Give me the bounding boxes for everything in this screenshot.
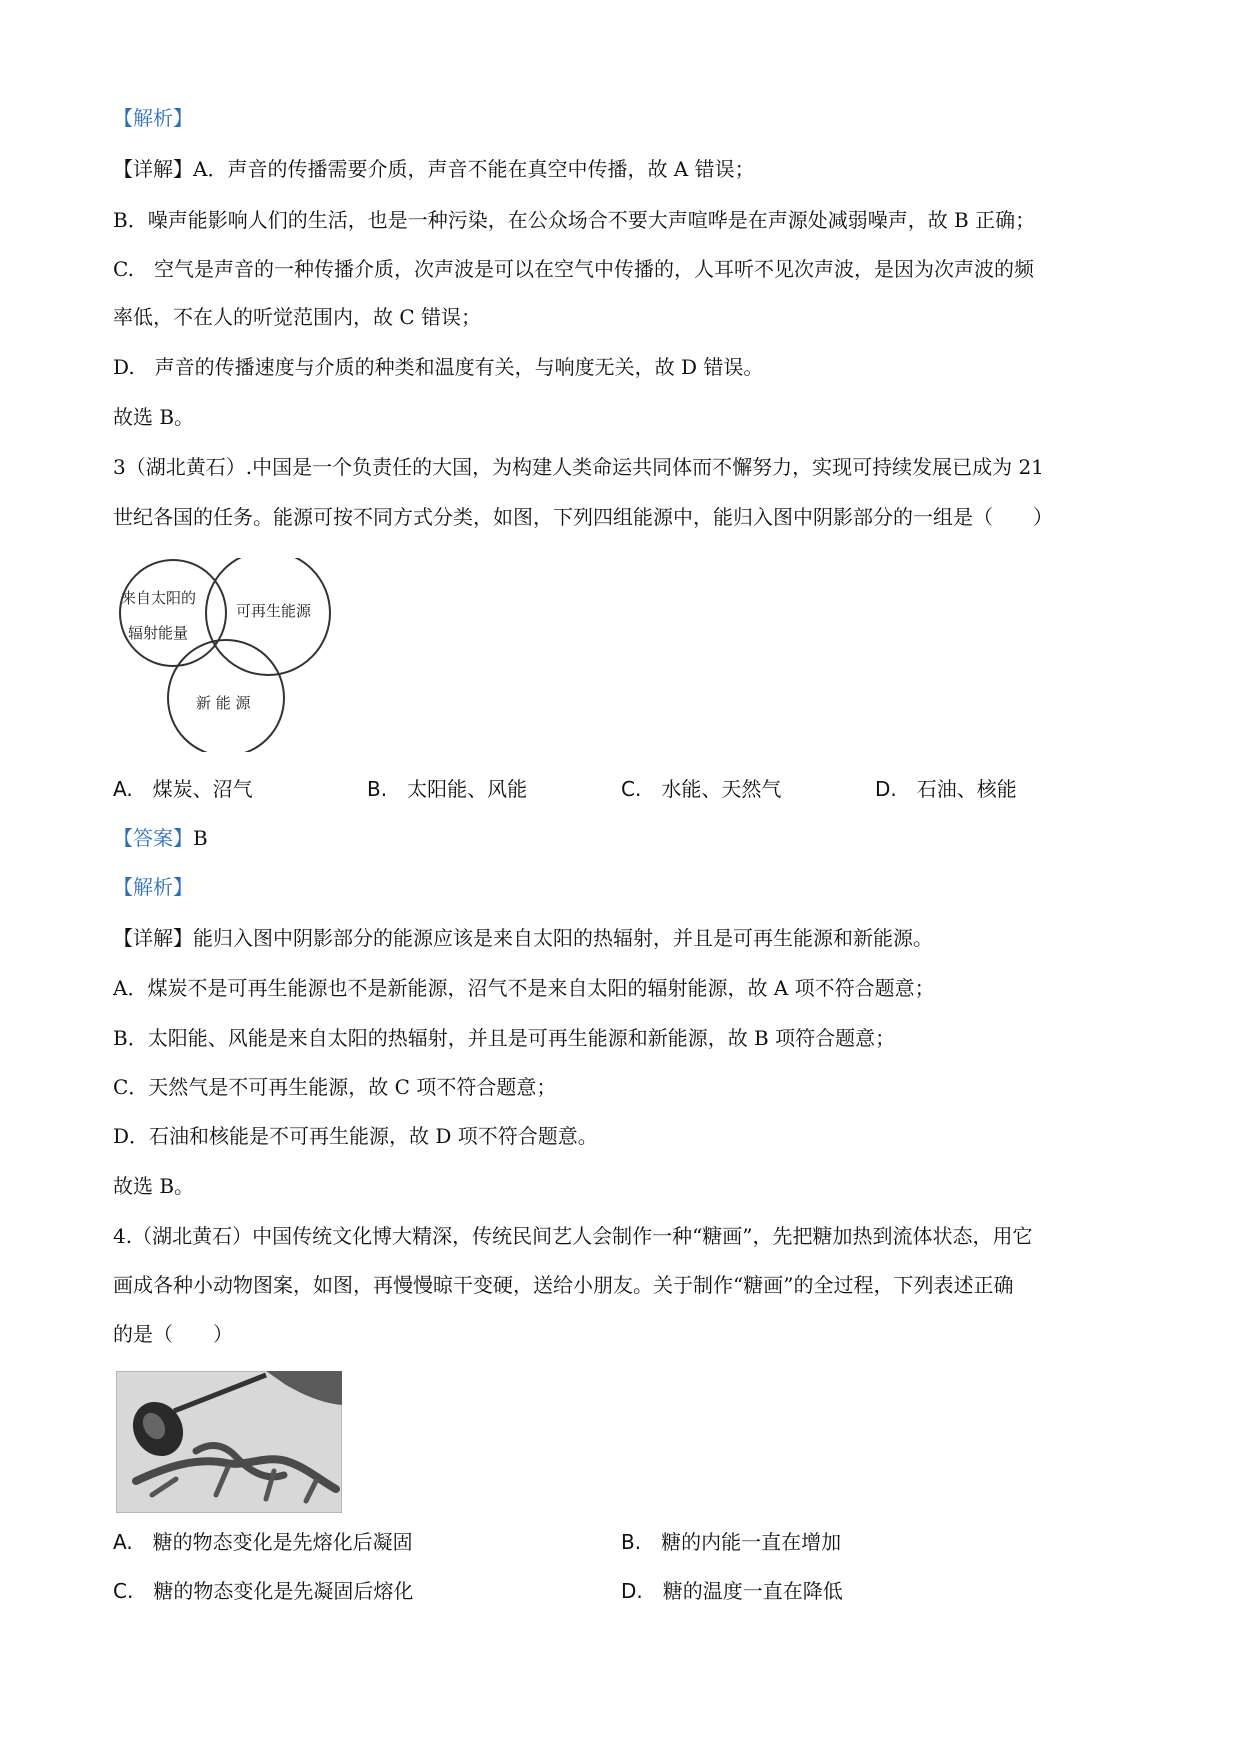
q2-line-c1: C. 空气是声音的一种传播介质，次声波是可以在空气中传播的，人耳听不见次声波，是因为次声波的频 <box>113 257 1034 281</box>
venn-diagram <box>118 558 338 752</box>
label-solar-line2: 辐射能量 <box>128 624 189 642</box>
q3-line-a: A．煤炭不是可再生能源也不是新能源，沼气不是来自太阳的辐射能源，故 A 项不符合题意； <box>113 976 935 1000</box>
q3-conclusion: 故选 B。 <box>113 1174 195 1198</box>
detail-text: A．声音的传播需要介质，声音不能在真空中传播，故 A 错误； <box>193 157 755 181</box>
q4-stem-line1: 4.（湖北黄石）中国传统文化博大精深，传统民间艺人会制作一种“糖画”，先把糖加热到流体状态，用它 <box>113 1224 1033 1248</box>
q4-option-c[interactable]: C. 糖的物态变化是先凝固后熔化 <box>113 1579 414 1603</box>
answer-value: B <box>193 826 208 850</box>
q4-option-d[interactable]: D. 糖的温度一直在降低 <box>621 1579 843 1603</box>
q3-line-d: D．石油和核能是不可再生能源，故 D 项不符合题意。 <box>113 1124 598 1148</box>
answer-tag: 【答案】 <box>113 826 193 850</box>
label-solar-line1: 来自太阳的 <box>121 589 197 607</box>
detail-tag: 【详解】 <box>113 926 193 950</box>
q2-detail-a <box>113 155 755 183</box>
q2-line-c2: 率低，不在人的听觉范围内，故 C 错误； <box>113 305 482 329</box>
q4-stem-line2: 画成各种小动物图案，如图，再慢慢晾干变硬，送给小朋友。关于制作“糖画”的全过程，下列表述正确 <box>113 1273 1014 1297</box>
circle-solar-radiation <box>120 560 226 666</box>
q3-stem-line2: 世纪各国的任务。能源可按不同方式分类，如图，下列四组能源中，能归入图中阴影部分的一组是（ ） <box>113 505 1053 529</box>
q4-option-a[interactable]: A. 糖的物态变化是先熔化后凝固 <box>113 1530 413 1554</box>
q2-conclusion: 故选 B。 <box>113 405 195 429</box>
q3-analysis-tag: 【解析】 <box>113 875 193 899</box>
q4-stem-line3: 的是（ ） <box>113 1322 233 1346</box>
q3-line-b: B．太阳能、风能是来自太阳的热辐射，并且是可再生能源和新能源，故 B 项符合题意； <box>113 1026 896 1050</box>
q3-option-b[interactable]: B. 太阳能、风能 <box>367 777 528 801</box>
q3-option-a[interactable]: A. 煤炭、沼气 <box>113 777 253 801</box>
q3-line-c: C．天然气是不可再生能源，故 C 项不符合题意； <box>113 1075 557 1099</box>
q3-option-d[interactable]: D. 石油、核能 <box>875 777 1017 801</box>
q2-line-b: B．噪声能影响人们的生活，也是一种污染，在公众场合不要大声喧哗是在声源处减弱噪声，故 B 正确； <box>113 208 1036 232</box>
label-renewable: 可再生能源 <box>236 602 312 620</box>
label-new-energy: 新 能 源 <box>196 694 251 712</box>
q3-option-c[interactable]: C. 水能、天然气 <box>621 777 782 801</box>
q2-analysis-tag: 【解析】 <box>113 106 193 130</box>
q2-line-d: D. 声音的传播速度与介质的种类和温度有关，与响度无关，故 D 错误。 <box>113 355 764 379</box>
q4-option-b[interactable]: B. 糖的内能一直在增加 <box>621 1530 842 1554</box>
q3-answer <box>113 824 208 852</box>
detail-text: 能归入图中阴影部分的能源应该是来自太阳的热辐射，并且是可再生能源和新能源。 <box>193 926 933 950</box>
q3-stem-line1: 3（湖北黄石）.中国是一个负责任的大国，为构建人类命运共同体而不懈努力，实现可持续发展已成为 21 <box>113 455 1044 479</box>
q3-detail <box>113 924 933 952</box>
detail-tag: 【详解】 <box>113 157 193 181</box>
sugar-painting-photo <box>116 1371 342 1513</box>
